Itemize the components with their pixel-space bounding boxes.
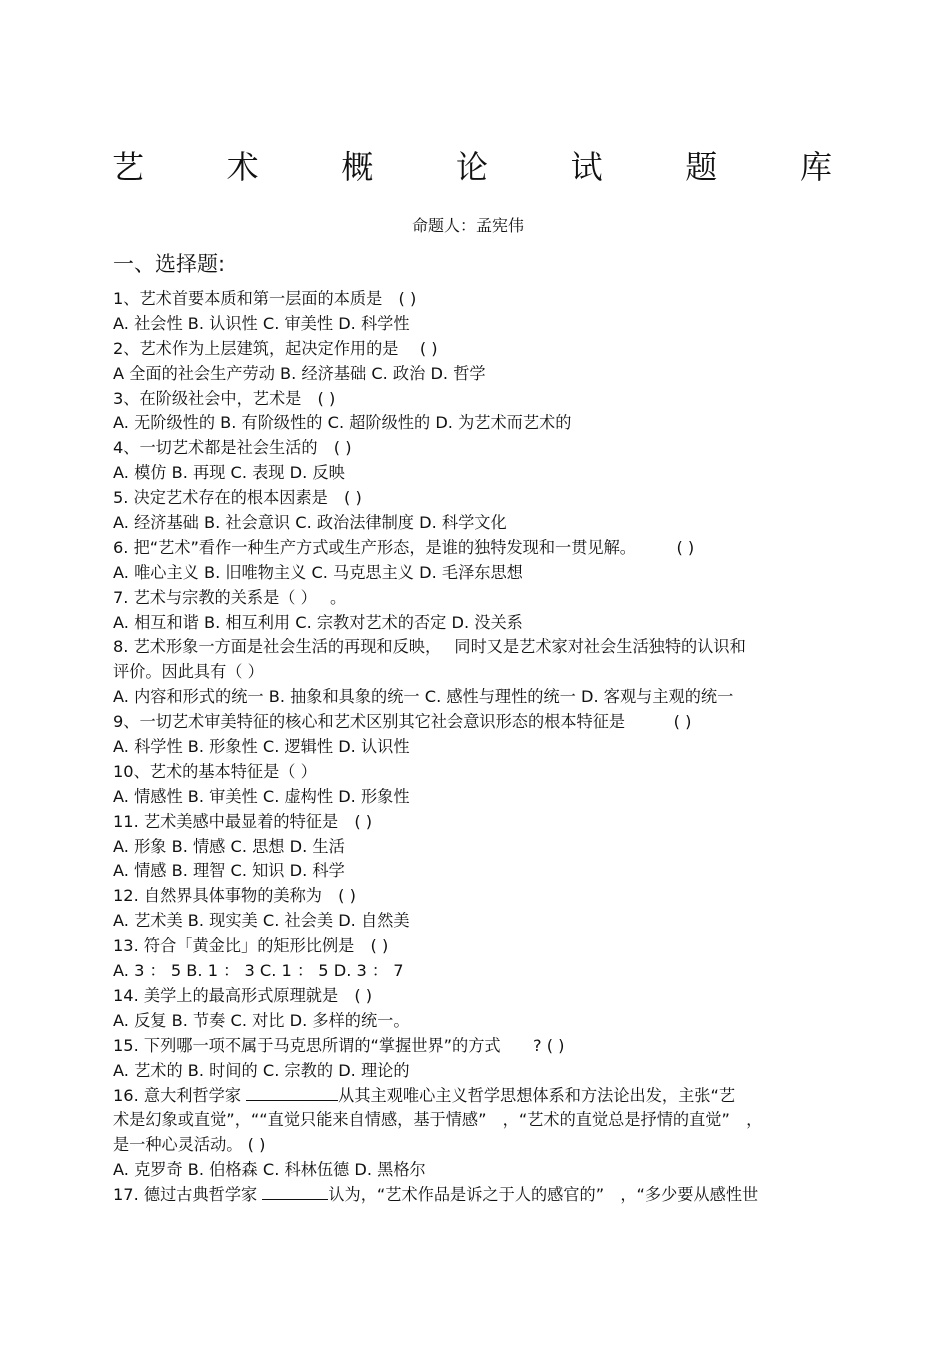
question-line: 12. 自然界具体事物的美称为 ( ) [113,886,356,906]
question-16-line-2: 术是幻象或直觉”，““直觉只能来自情感，基于情感” ，“艺术的直觉总是抒情的直觉” ， [113,1110,763,1130]
author-line: 命题人：孟宪伟 [411,216,524,235]
question-line: 6. 把“艺术”看作一种生产方式或生产形态，是谁的独特发现和一贯见解。 ( ) [113,537,695,557]
option-line: A. 形象 B. 情感 C. 思想 D. 生活 [113,836,345,856]
option-line: A. 经济基础 B. 社会意识 C. 政治法律制度 D. 科学文化 [113,513,507,533]
option-line: A. 无阶级性的 B. 有阶级性的 C. 超阶级性的 D. 为艺术而艺术的 [113,413,572,433]
title-char: 题 [685,148,718,186]
option-line: A. 情感 B. 理智 C. 知识 D. 科学 [113,861,345,881]
title-char: 试 [570,148,603,186]
answer-blank [262,1184,328,1200]
option-line: A. 反复 B. 节奏 C. 对比 D. 多样的统一。 [113,1010,410,1030]
question-17-suffix: 认为，“艺术作品是诉之于人的感官的” ，“多少要从感性世 [328,1185,759,1205]
option-line: A. 3 ： 5 B. 1 ： 3 C. 1 ： 5 D. 3 ： 7 [113,961,404,981]
question-line: 3、在阶级社会中，艺术是 ( ) [113,388,336,408]
question-line: 11. 艺术美感中最显着的特征是 ( ) [113,811,373,831]
option-line: A. 科学性 B. 形象性 C. 逻辑性 D. 认识性 [113,737,410,757]
option-line: A 全面的社会生产劳动 B. 经济基础 C. 政治 D. 哲学 [113,363,486,383]
question-line-continued: 评价。因此具有（ ） [113,662,264,682]
question-line: 8. 艺术形象一方面是社会生活的再现和反映， 同时又是艺术家对社会生活独特的认识和 [113,637,746,657]
page-title [112,140,832,190]
question-line: 4、一切艺术都是社会生活的 ( ) [113,438,352,458]
answer-blank [246,1085,338,1101]
section-heading: 一、选择题: [113,252,226,276]
title-char: 论 [455,148,488,186]
question-list [113,287,833,1208]
question-16-line-3: 是一种心灵活动。 ( ) [113,1135,266,1155]
question-line: 7. 艺术与宗教的关系是（ ） 。 [113,587,347,607]
question-16-prefix: 16. 意大利哲学家 [113,1085,247,1105]
question-line: 9、一切艺术审美特征的核心和艺术区别其它社会意识形态的根本特征是 ( ) [113,712,692,732]
option-line: A. 艺术美 B. 现实美 C. 社会美 D. 自然美 [113,911,410,931]
question-16-line [113,1084,833,1109]
question-16-suffix: 从其主观唯心主义哲学思想体系和方法论出发，主张“艺 [338,1085,736,1105]
title-char: 概 [341,148,374,186]
question-line: 5. 决定艺术存在的根本因素是 ( ) [113,488,362,508]
option-line: A. 相互和谐 B. 相互利用 C. 宗教对艺术的否定 D. 没关系 [113,612,523,632]
title-char: 术 [226,148,259,186]
option-line: A. 情感性 B. 审美性 C. 虚构性 D. 形象性 [113,786,410,806]
question-line: 1、艺术首要本质和第一层面的本质是 ( ) [113,289,417,308]
question-line: 13. 符合「黄金比」的矩形比例是 ( ) [113,936,389,956]
question-line: 15. 下列哪一项不属于马克思所谓的“掌握世界”的方式 ? ( ) [113,1035,565,1055]
option-line: A. 社会性 B. 认识性 C. 审美性 D. 科学性 [113,313,410,333]
title-char: 库 [799,148,832,186]
option-line: A. 克罗奇 B. 伯格森 C. 科林伍德 D. 黑格尔 [113,1160,426,1180]
question-line: 14. 美学上的最高形式原理就是 ( ) [113,985,373,1005]
question-17-line [113,1183,833,1208]
question-17-prefix: 17. 德过古典哲学家 [113,1185,263,1205]
option-line: A. 模仿 B. 再现 C. 表现 D. 反映 [113,463,345,483]
question-line: 2、艺术作为上层建筑，起决定作用的是 ( ) [113,338,438,358]
option-line: A. 唯心主义 B. 旧唯物主义 C. 马克思主义 D. 毛泽东思想 [113,562,523,582]
option-line: A. 艺术的 B. 时间的 C. 宗教的 D. 理论的 [113,1060,410,1080]
question-line: 10、艺术的基本特征是（ ） [113,761,317,781]
option-line: A. 内容和形式的统一 B. 抽象和具象的统一 C. 感性与理性的统一 D. 客观与主观的统一 [113,687,734,707]
title-char: 艺 [112,148,145,186]
